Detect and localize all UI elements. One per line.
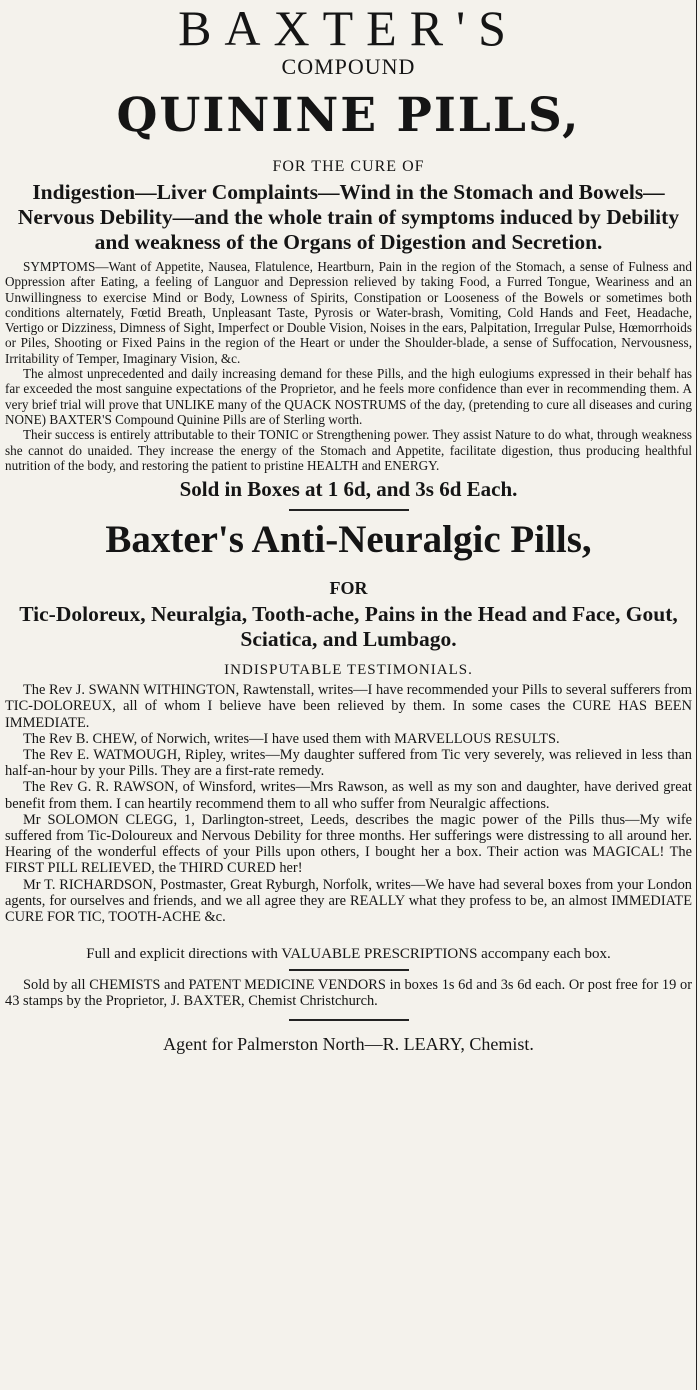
second-product-heading: Baxter's Anti-Neuralgic Pills,: [105, 518, 592, 562]
testimonial: Mr T. RICHARDSON, Postmaster, Great Ryburgh, Norfolk, writes—We have had several boxes from your London agents, for ourselves and friends, and we all agree they are REALLY what they profess to be, an almost IMMEDIATE CURE FOR TIC, TOOTH-ACHE &c.: [5, 876, 692, 925]
testimonial: The Rev G. R. RAWSON, of Winsford, writes—Mrs Rawson, as well as my son and daughter, have derived great benefit from them. I can heartily recommend them to all who suffer from Neuralgic affections.: [5, 779, 692, 812]
section-divider: [289, 1019, 409, 1021]
testimonial: The Rev J. SWANN WITHINGTON, Rawtenstall, writes—I have recommended your Pills to several sufferers from TIC-DOLOREUX, all of whom I believe have been relieved by them. In some cases the CURE HAS BEEN IMMEDIATE.: [5, 682, 692, 731]
demand-paragraph: The almost unprecedented and daily increasing demand for these Pills, and the high eulogiums expressed in their behalf has far exceeded the most sanguine expectations of the Proprietor, and he feels more confidence than ever in recommending them. A very brief trial will prove that UNLIKE many of the QUACK NOSTRUMS of the day, (pretending to cure all diseases and curing NONE) BAXTER'S Compound Quinine Pills are of Sterling worth.: [5, 366, 692, 427]
neuralgia-ailments-lead: Tic-Doloreux, Neuralgia, Tooth-ache, Pains in the Head and Face, Gout, Sciatica, and Lumbago.: [19, 602, 678, 652]
symptoms-paragraph: SYMPTOMS—Want of Appetite, Nausea, Flatulence, Heartburn, Pain in the region of the Stomach, a sense of Fulness and Oppression after Eating, a feeling of Languor and Depression relieved by taking Food, a Furred Tongue, Weariness and an Unwillingness to exercise Mind or Body, Lowness of Spirits, Constipation or Looseness of the Bowels or sometimes both conditions alternately, Fœtid Breath, Unpleasant Taste, Pyrosis or Water-brash, Vomiting, Cold Hands and Feet, Headache, Vertigo or Dizziness, Dimness of Sight, Imperfect or Double Vision, Noises in the ears, Palpitation, Irregular Pulse, Hœmorrhoids or Piles, Shooting or Fixed Pains in the region of the Heart or under the Shoulder-blade, a sense of Suffocation, Nervousness, Irritability of Temper, Imaginary Vision, &c.: [5, 259, 692, 366]
for-heading: FOR: [329, 578, 368, 599]
section-divider: [289, 509, 409, 511]
ailments-lead: Indigestion—Liver Complaints—Wind in the Stomach and Bowels—Nervous Debility—and the whole train of symptoms induced by Debility and weakness of the Organs of Digestion and Secretion.: [17, 180, 680, 254]
testimonial: Mr SOLOMON CLEGG, 1, Darlington-street, Leeds, describes the magic power of the Pills thus—My wife suffered from Tic-Doloureux and Nervous Debility for three months. Her sufferings were distressing to all around her. Hearing of the wonderful effects of your Pills upon others, I bought her a box. Their action was MAGICAL! The FIRST PILL RELIEVED, the THIRD CURED her!: [5, 811, 692, 877]
brand-heading: BAXTER'S: [178, 0, 519, 56]
agent-line: Agent for Palmerston North—R. LEARY, Chemist.: [163, 1034, 534, 1055]
success-paragraph: Their success is entirely attributable to their TONIC or Strengthening power. They assist Nature to do what, through weakness she cannot do unaided. They increase the energy of the Stomach and Appetite, facilitate digestion, thus producing healthful nutrition of the body, and restoring the patient to pristine HEALTH and ENERGY.: [5, 427, 692, 473]
for-cure-heading: FOR THE CURE OF: [272, 158, 425, 175]
product-heading: QUININE PILLS,: [116, 88, 581, 143]
testimonial: The Rev B. CHEW, of Norwich, writes—I have used them with MARVELLOUS RESULTS.: [23, 730, 560, 747]
compound-subheading: COMPOUND: [281, 54, 416, 79]
directions-note: Full and explicit directions with VALUABLE PRESCRIPTIONS accompany each box.: [86, 946, 611, 963]
testimonial: The Rev E. WATMOUGH, Ripley, writes—My daughter suffered from Tic very severely, was relieved in less than half-an-hour by your Pills. They are a first-rate remedy.: [5, 746, 692, 780]
testimonials-heading: INDISPUTABLE TESTIMONIALS.: [224, 662, 473, 679]
vendors-paragraph: Sold by all CHEMISTS and PATENT MEDICINE VENDORS in boxes 1s 6d and 3s 6d each. Or post free for 19 or 43 stamps by the Proprietor, J. BAXTER, Chemist Christchurch.: [5, 977, 692, 1010]
price-line: Sold in Boxes at 1 6d, and 3s 6d Each.: [179, 477, 518, 502]
section-divider: [289, 969, 409, 971]
